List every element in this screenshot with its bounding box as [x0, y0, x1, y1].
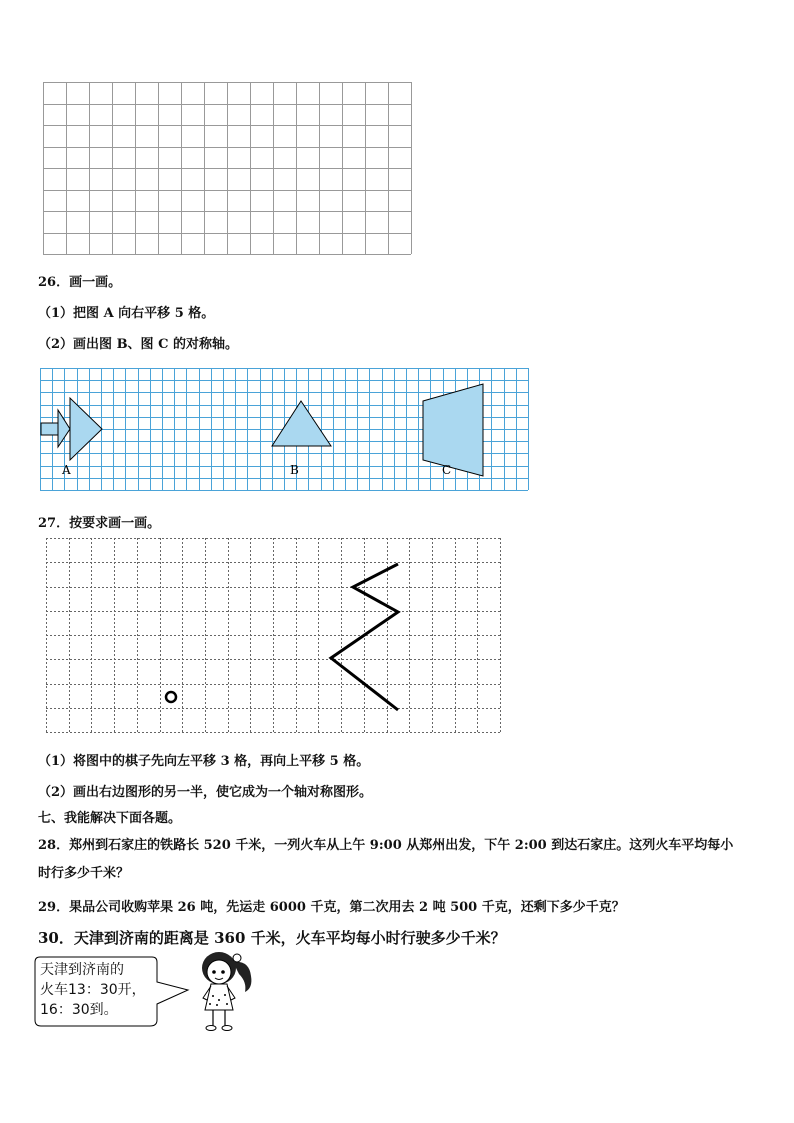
figure-c-trapezoid [423, 384, 483, 476]
zigzag-half-figure [331, 564, 398, 710]
figure-c-label: C [442, 463, 452, 477]
q30-text: 30．天津到济南的距离是 360 千米，火车平均每小时行驶多少千米？ [38, 929, 506, 947]
q27-title: 27．按要求画一画。 [38, 516, 161, 531]
q28-line1: 28．郑州到石家庄的铁路长 520 千米，一列火车从上午 9:00 从郑州出发，下午 2:00 到达石家庄。这列火车平均每小 [38, 838, 734, 853]
chess-piece [166, 692, 176, 702]
figure-a-rect [41, 423, 58, 435]
figure-b-triangle [272, 401, 331, 446]
figure-a-label: A [62, 463, 71, 477]
bubble-line-3: 16：30到。 [40, 1002, 118, 1018]
figure-b-label: B [290, 463, 299, 477]
bubble-text [40, 960, 146, 1020]
q26-title: 26．画一画。 [38, 275, 122, 290]
q26-sub2: （2）画出图 B、图 C 的对称轴。 [38, 337, 238, 352]
q27-sub2: （2）画出右边图形的另一半，使它成为一个轴对称图形。 [38, 785, 373, 800]
q29-text: 29．果品公司收购苹果 26 吨，先运走 6000 千克，第二次用去 2 吨 500 千克，还剩下多少千克？ [38, 900, 625, 915]
top-blank-grid [43, 82, 415, 256]
section7-title: 七、我能解决下面各题。 [38, 811, 182, 826]
q26-sub1: （1）把图 A 向右平移 5 格。 [38, 306, 215, 321]
q27-sub1: （1）将图中的棋子先向左平移 3 格，再向上平移 5 格。 [38, 754, 370, 769]
bubble-line-1: 天津到济南的 [40, 962, 124, 978]
q26-grid-figure [40, 368, 530, 492]
bubble-line-2: 火车13：30开， [40, 982, 146, 998]
q27-dotted-grid [46, 538, 502, 734]
q28-line2: 时行多少千米？ [38, 866, 130, 881]
girl-illustration [193, 948, 263, 1034]
figure-a-arrowhead [70, 398, 102, 460]
